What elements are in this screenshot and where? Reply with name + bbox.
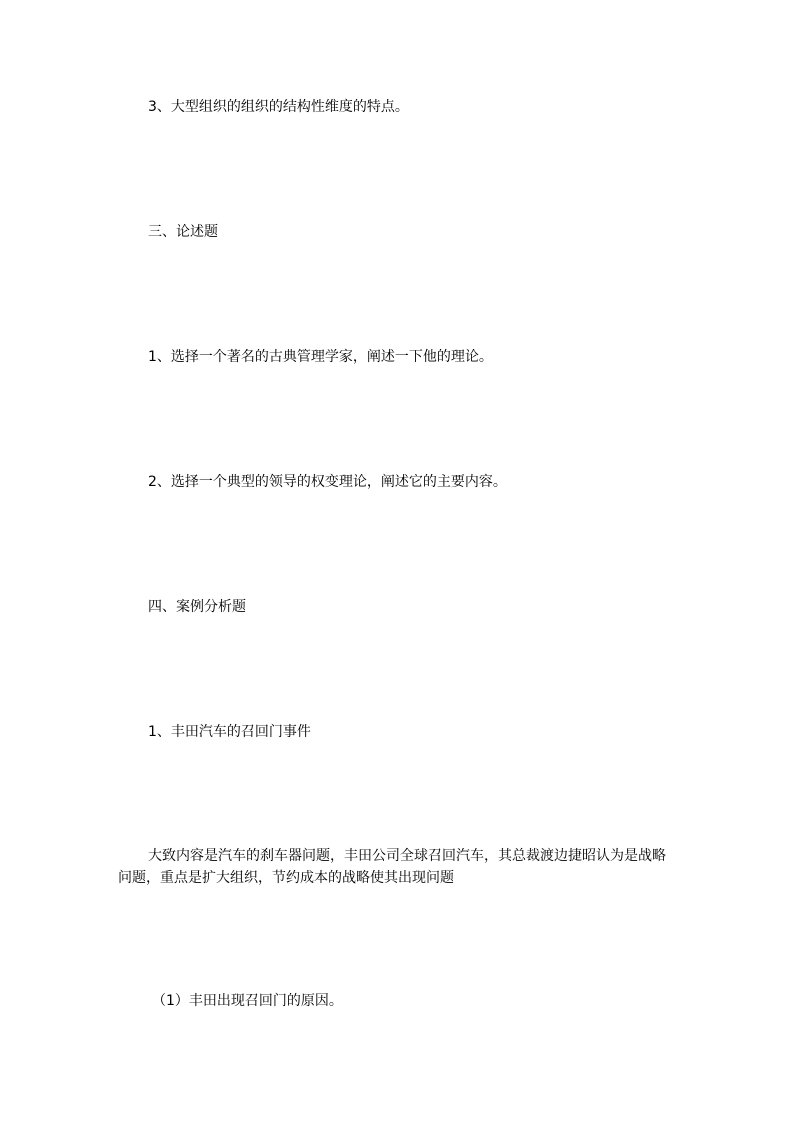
question-3-text: 3、大型组织的组织的结构性维度的特点。 bbox=[148, 99, 409, 115]
section-4-heading: 四、案例分析题 bbox=[148, 599, 246, 615]
section-3-heading: 三、论述题 bbox=[148, 224, 218, 240]
case-1-title: 1、丰田汽车的召回门事件 bbox=[148, 724, 311, 740]
essay-question-1: 1、选择一个著名的古典管理学家，阐述一下他的理论。 bbox=[148, 349, 493, 365]
essay-question-2: 2、选择一个典型的领导的权变理论，阐述它的主要内容。 bbox=[148, 474, 507, 490]
case-1-question-1: （1）丰田出现召回门的原因。 bbox=[152, 993, 343, 1009]
case-1-summary: 大致内容是汽车的刹车器问题，丰田公司全球召回汽车，其总裁渡边捷昭认为是战略问题，重点是扩大组织，节约成本的战略使其出现问题 bbox=[118, 848, 666, 886]
